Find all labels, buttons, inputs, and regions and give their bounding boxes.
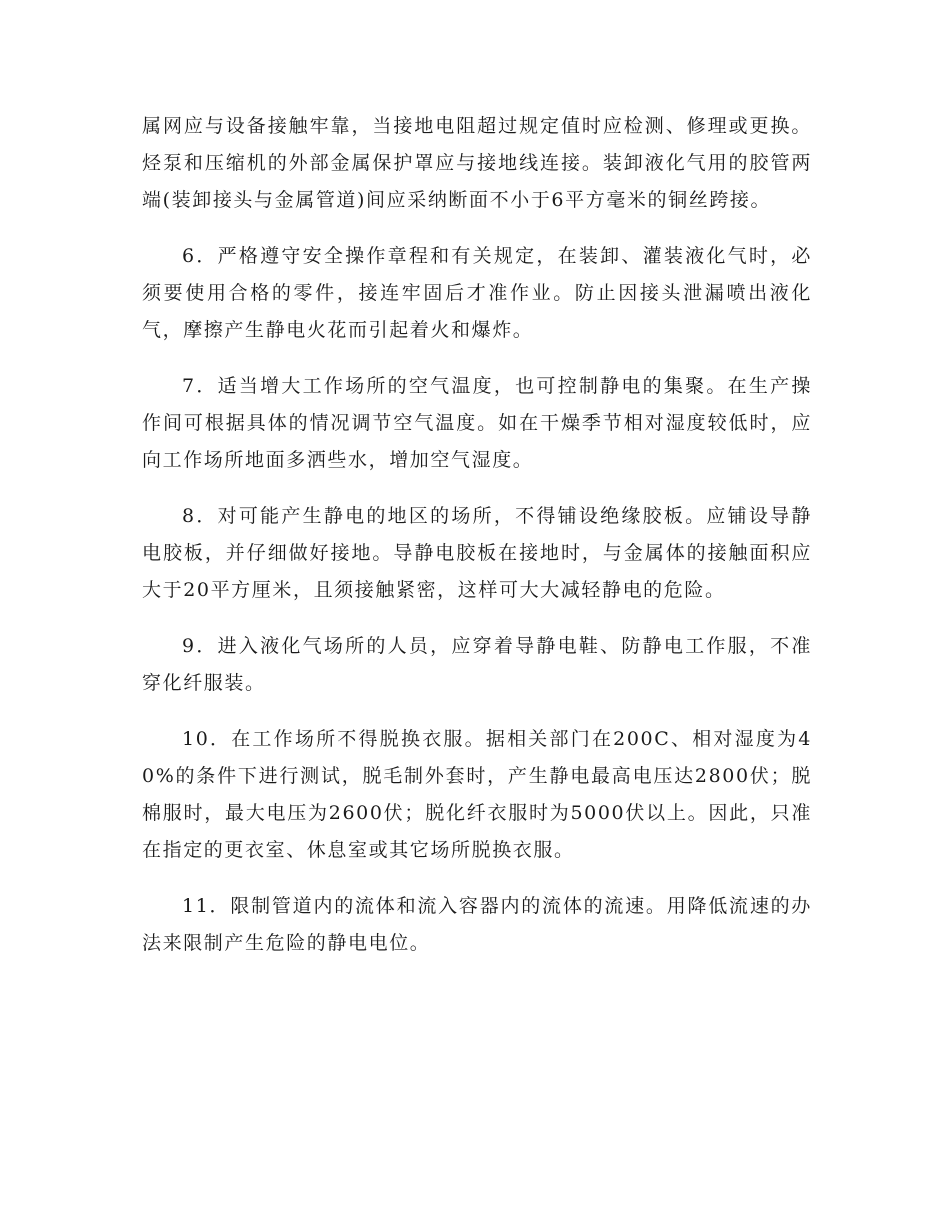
paragraph-continuation: 属网应与设备接触牢靠，当接地电阻超过规定值时应检测、修理或更换。烃泵和压缩机的外部金属保护罩应与接地线连接。装卸液化气用的胶管两端(装卸接头与金属管道)间应采纳断面不小于6平方毫米的铜丝跨接。 [142, 115, 812, 211]
paragraph-item-11: 11．限制管道内的流体和流入容器内的流体的流速。用降低流速的办法来限制产生危险的静电电位。 [142, 895, 812, 954]
paragraph-item-8: 8．对可能产生静电的地区的场所，不得铺设绝缘胶板。应铺设导静电胶板，并仔细做好接地。导静电胶板在接地时，与金属体的接触面积应大于20平方厘米，且须接触紧密，这样可大大减轻静电的危险。 [142, 505, 812, 601]
document-body [142, 108, 812, 981]
paragraph-item-9: 9．进入液化气场所的人员，应穿着导静电鞋、防静电工作服，不准穿化纤服装。 [142, 635, 812, 694]
paragraph-item-10: 10．在工作场所不得脱换衣服。据相关部门在200C、相对湿度为40%的条件下进行测试，脱毛制外套时，产生静电最高电压达2800伏；脱棉服时，最大电压为2600伏；脱化纤衣服时为5000伏以上。因此，只准在指定的更衣室、休息室或其它场所脱换衣服。 [142, 728, 812, 861]
paragraph-item-7: 7．适当增大工作场所的空气温度，也可控制静电的集聚。在生产操作间可根据具体的情况调节空气温度。如在干燥季节相对湿度较低时，应向工作场所地面多洒些水，增加空气湿度。 [142, 375, 812, 471]
paragraph-item-6: 6．严格遵守安全操作章程和有关规定，在装卸、灌装液化气时，必须要使用合格的零件，接连牢固后才准作业。防止因接头泄漏喷出液化气，摩擦产生静电火花而引起着火和爆炸。 [142, 245, 812, 341]
